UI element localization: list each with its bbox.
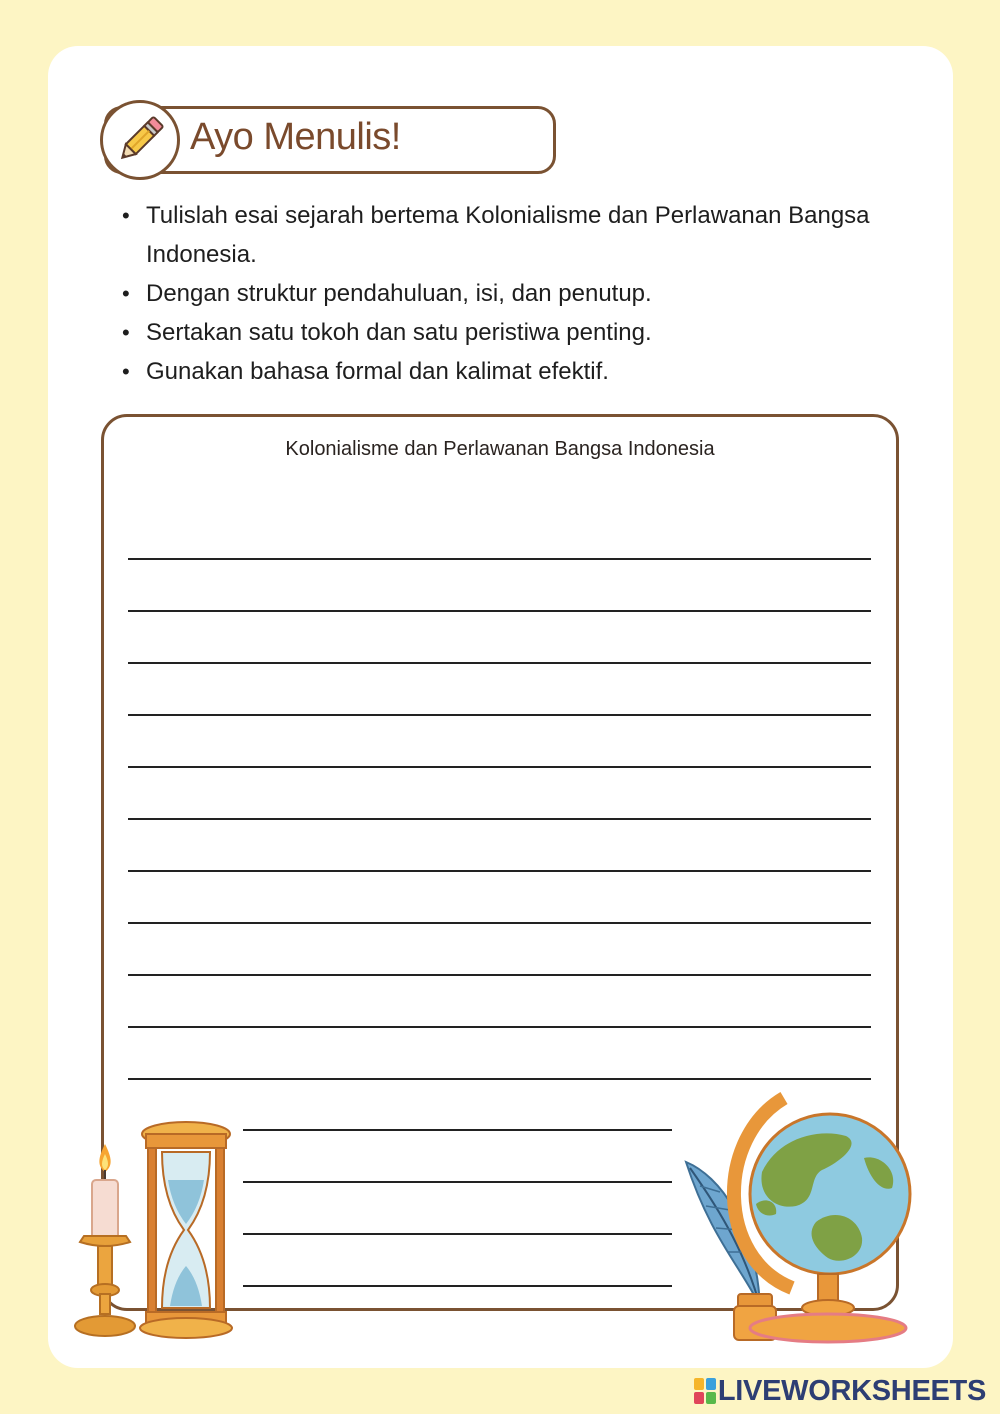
writing-line[interactable] [128, 1078, 871, 1080]
writing-line[interactable] [128, 870, 871, 872]
pencil-icon [112, 112, 168, 168]
writing-line-short[interactable] [243, 1129, 672, 1131]
writing-line[interactable] [128, 662, 871, 664]
watermark-text: LIVEWORKSHEETS [717, 1374, 986, 1407]
writing-line[interactable] [128, 558, 871, 560]
writing-line[interactable] [128, 610, 871, 612]
globe-icon [722, 1088, 918, 1344]
hourglass-icon [134, 1120, 238, 1342]
page-title: Ayo Menulis! [190, 116, 401, 158]
instruction-item: • Dengan struktur pendahuluan, isi, dan penutup. [122, 274, 912, 313]
writing-line-short[interactable] [243, 1285, 672, 1287]
liveworksheets-logo-icon [694, 1378, 716, 1404]
writing-line[interactable] [128, 974, 871, 976]
liveworksheets-watermark [694, 1373, 986, 1409]
instruction-item: • Gunakan bahasa formal dan kalimat efektif. [122, 352, 912, 391]
writing-line-short[interactable] [243, 1233, 672, 1235]
writing-line[interactable] [128, 766, 871, 768]
writing-line[interactable] [128, 714, 871, 716]
essay-title: Kolonialisme dan Perlawanan Bangsa Indonesia [285, 438, 715, 460]
title-icon-circle [100, 100, 180, 180]
instruction-item: • Tulislah esai sejarah bertema Kolonialisme dan Perlawanan Bangsa Indonesia. [122, 196, 912, 274]
candle-icon [70, 1142, 140, 1342]
writing-line[interactable] [128, 818, 871, 820]
instruction-list [122, 196, 912, 391]
writing-line-short[interactable] [243, 1181, 672, 1183]
writing-line[interactable] [128, 1026, 871, 1028]
writing-line[interactable] [128, 922, 871, 924]
instruction-item: • Sertakan satu tokoh dan satu peristiwa penting. [122, 313, 912, 352]
